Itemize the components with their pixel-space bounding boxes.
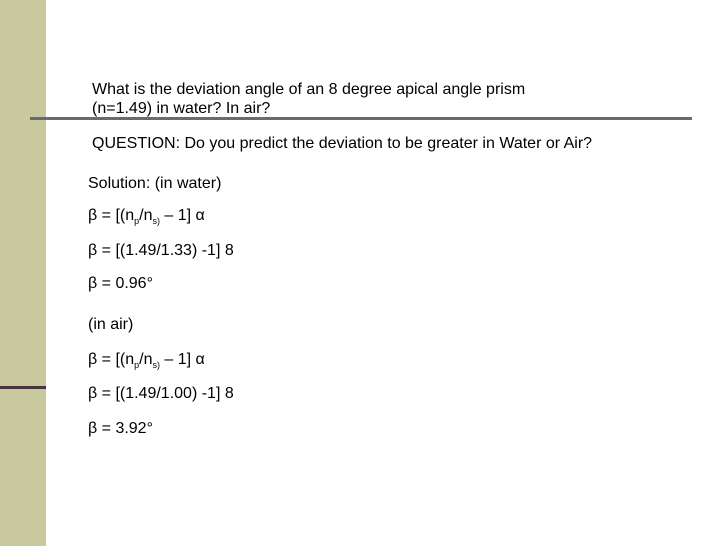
- formula-part: β = [(n: [88, 207, 135, 224]
- question-line-1: What is the deviation angle of an 8 degree apical angle prism: [92, 81, 526, 98]
- formula-part: /n: [139, 351, 153, 368]
- water-formula: [88, 206, 205, 226]
- air-formula: [88, 350, 205, 370]
- air-substitution: β = [(1.49/1.00) -1] 8: [88, 385, 234, 402]
- air-heading: (in air): [88, 316, 134, 333]
- formula-part: /n: [139, 207, 153, 224]
- water-heading: Solution: (in water): [88, 175, 222, 192]
- formula-part: – 1] α: [159, 207, 205, 224]
- water-substitution: β = [(1.49/1.33) -1] 8: [88, 242, 234, 259]
- prediction-question: QUESTION: Do you predict the deviation to be greater in Water or Air?: [92, 135, 593, 152]
- formula-subscript-p: p: [134, 360, 140, 370]
- title-rule: [30, 117, 692, 120]
- air-result: β = 3.92°: [88, 420, 153, 437]
- formula-part: β = [(n: [88, 351, 135, 368]
- formula-subscript-s: s): [152, 360, 160, 370]
- formula-subscript-s: s): [152, 216, 160, 226]
- sidebar-accent-line: [0, 386, 46, 389]
- slide-sidebar: [0, 0, 46, 546]
- water-result: β = 0.96°: [88, 275, 153, 292]
- formula-subscript-p: p: [134, 216, 140, 226]
- formula-part: – 1] α: [159, 351, 205, 368]
- question-line-2: (n=1.49) in water? In air?: [92, 100, 271, 117]
